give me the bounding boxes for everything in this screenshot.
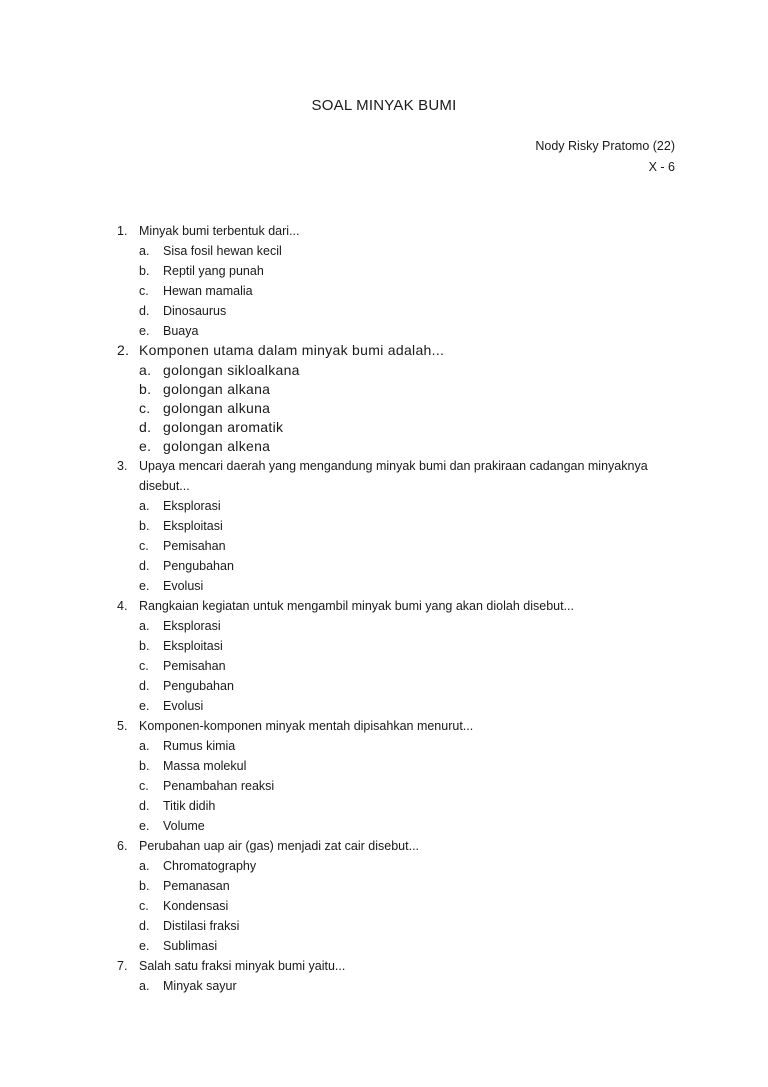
option-text: Hewan mamalia [163,284,253,298]
question-line [117,716,687,736]
question-item [117,221,687,341]
option-text: Pengubahan [163,558,234,573]
answer-option [117,736,687,756]
author-class: X - 6 [648,160,675,174]
answer-option [117,399,687,418]
option-letter: a. [139,618,150,633]
option-text: Distilasi fraksi [163,918,240,933]
option-text: Evolusi [163,698,204,713]
question-number: 5. [117,718,128,733]
answer-option [117,976,687,996]
option-text: golongan sikloalkana [163,361,300,378]
option-text: Eksplorasi [163,498,221,513]
answer-option [117,756,687,776]
option-text: Volume [163,818,205,833]
question-text: Rangkaian kegiatan untuk mengambil minyak bumi yang akan diolah disebut... [139,598,574,613]
option-letter: d. [139,918,150,933]
answer-option [117,437,687,456]
option-text: Minyak sayur [163,978,237,993]
question-line [117,956,687,976]
question-number: 6. [117,838,128,853]
option-letter: d. [139,304,150,318]
option-letter: d. [139,678,150,693]
option-text: Evolusi [163,578,204,593]
answer-option [117,301,687,321]
author-name: Nody Risky Pratomo (22) [535,139,675,153]
option-text: Eksploitasi [163,518,223,533]
option-text: Pemisahan [163,658,226,673]
answer-option [117,776,687,796]
answer-option [117,261,687,281]
option-text: Pemanasan [163,878,230,893]
question-item [117,596,687,716]
answer-option [117,321,687,341]
option-letter: d. [139,418,152,435]
answer-option [117,816,687,836]
option-letter: a. [139,858,150,873]
answer-option [117,916,687,936]
question-line [117,221,687,241]
option-letter: c. [139,778,149,793]
option-letter: c. [139,284,149,298]
answer-option [117,616,687,636]
question-list [117,221,687,996]
option-letter: b. [139,264,150,278]
answer-option [117,576,687,596]
option-letter: c. [139,399,151,416]
question-item [117,836,687,956]
option-text: Sublimasi [163,938,218,953]
question-item [117,956,687,996]
option-text: Reptil yang punah [163,264,264,278]
option-text: Pemisahan [163,538,226,553]
answer-option [117,241,687,261]
option-text: Pengubahan [163,678,234,693]
option-letter: e. [139,698,150,713]
question-text: Minyak bumi terbentuk dari... [139,224,300,238]
option-letter: e. [139,324,150,338]
option-letter: e. [139,938,150,953]
answer-option [117,281,687,301]
option-letter: e. [139,818,150,833]
option-text: golongan alkena [163,437,271,454]
answer-option [117,656,687,676]
option-letter: a. [139,498,150,513]
option-text: Eksplorasi [163,618,221,633]
option-letter: c. [139,658,149,673]
option-text: Chromatography [163,858,257,873]
option-text: Dinosaurus [163,304,227,318]
answer-option [117,696,687,716]
option-letter: b. [139,518,150,533]
question-item [117,456,687,596]
option-letter: b. [139,758,150,773]
option-letter: c. [139,898,149,913]
answer-option [117,556,687,576]
option-letter: b. [139,638,150,653]
option-text: golongan alkana [163,380,271,397]
option-text: Massa molekul [163,758,247,773]
answer-option [117,418,687,437]
option-text: Penambahan reaksi [163,778,275,793]
question-line [117,341,687,361]
answer-option [117,380,687,399]
option-letter: e. [139,437,152,454]
option-letter: b. [139,878,150,893]
question-text: Upaya mencari daerah yang mengandung minyak bumi dan prakiraan cadangan minyaknya disebut... [139,458,648,493]
answer-option [117,361,687,380]
option-text: Sisa fosil hewan kecil [163,244,282,258]
option-letter: a. [139,244,150,258]
question-line [117,836,687,856]
author-block [535,136,675,178]
option-letter: b. [139,380,152,397]
option-text: Rumus kimia [163,738,236,753]
option-letter: d. [139,558,150,573]
answer-option [117,796,687,816]
answer-option [117,636,687,656]
answer-option [117,936,687,956]
answer-option [117,676,687,696]
option-text: Eksploitasi [163,638,223,653]
option-letter: a. [139,978,150,993]
answer-option [117,896,687,916]
option-text: golongan alkuna [163,399,271,416]
question-number: 4. [117,598,128,613]
question-number: 1. [117,224,128,238]
question-text: Komponen utama dalam minyak bumi adalah... [139,342,445,358]
question-line [117,456,687,496]
question-text: Salah satu fraksi minyak bumi yaitu... [139,958,346,973]
option-text: Buaya [163,324,199,338]
option-letter: c. [139,538,149,553]
option-letter: e. [139,578,150,593]
document-title: SOAL MINYAK BUMI [311,97,457,114]
option-text: Titik didih [163,798,216,813]
option-text: golongan aromatik [163,418,284,435]
option-letter: a. [139,738,150,753]
question-number: 3. [117,458,128,473]
option-letter: d. [139,798,150,813]
option-letter: a. [139,361,152,378]
option-text: Kondensasi [163,898,229,913]
answer-option [117,856,687,876]
answer-option [117,536,687,556]
answer-option [117,516,687,536]
answer-option [117,876,687,896]
answer-option [117,496,687,516]
question-item [117,716,687,836]
question-text: Komponen-komponen minyak mentah dipisahkan menurut... [139,718,474,733]
question-number: 2. [117,342,130,358]
question-number: 7. [117,958,128,973]
question-item [117,341,687,456]
question-text: Perubahan uap air (gas) menjadi zat cair disebut... [139,838,420,853]
question-line [117,596,687,616]
